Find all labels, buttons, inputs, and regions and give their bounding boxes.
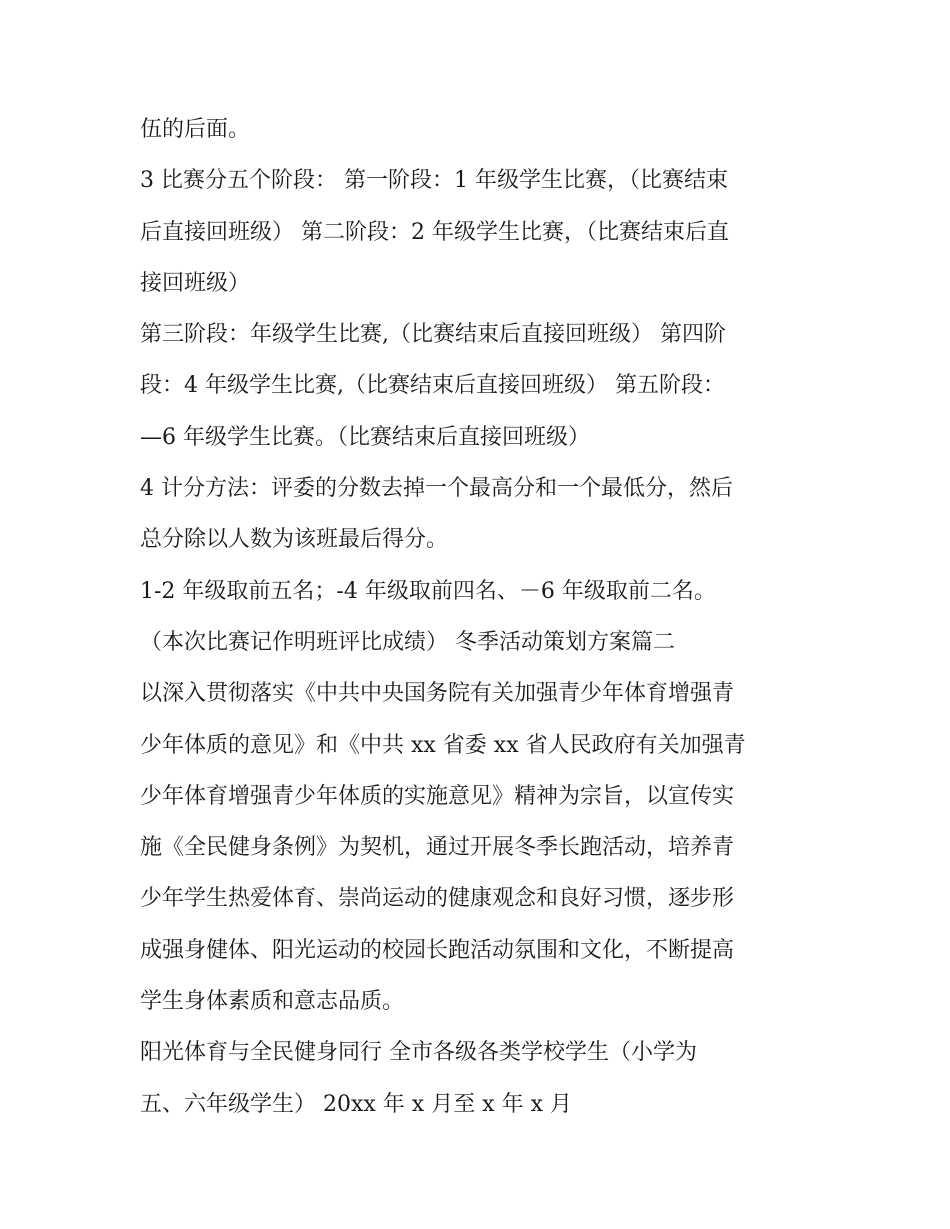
document-text [140,104,820,1130]
text-line: 4 计分方法：评委的分数去掉一个最高分和一个最低分，然后 [140,476,733,502]
text-line: 施《全民健身条例》为契机，通过开展冬季长跑活动，培养青 [140,835,735,861]
text-line: 总分除以人数为该班最后得分。 [140,527,449,553]
text-line: 学生身体素质和意志品质。 [140,989,405,1015]
text-line: 后直接回班级） 第二阶段：2 年级学生比赛，（比赛结束后直 [140,219,729,245]
text-line: 第三阶段：年级学生比赛,（比赛结束后直接回班级） 第四阶 [140,322,726,348]
text-line: （本次比赛记作明班评比成绩） 冬季活动策划方案篇二 [140,629,675,655]
text-line: 伍的后面。 [140,117,251,142]
text-line: 阳光体育与全民健身同行 全市各级各类学校学生（小学为 [140,1040,697,1066]
text-line: 接回班级） [140,270,251,296]
text-line: 段：4 年级学生比赛,（比赛结束后直接回班级） 第五阶段： [140,373,725,399]
text-line: —6 年级学生比赛。（比赛结束后直接回班级） [140,424,590,450]
text-line: 以深入贯彻落实《中共中央国务院有关加强青少年体育增强青 [140,681,735,707]
text-line: 3 比赛分五个阶段： 第一阶段：1 年级学生比赛，（比赛结束 [140,168,728,194]
text-line: 1-2 年级取前五名；-4 年级取前四名、－6 年级取前二名。 [140,578,716,604]
text-line: 少年体育增强青少年体质的实施意见》精神为宗旨，以宣传实 [140,783,735,809]
text-line: 少年体质的意见》和《中共 xx 省委 xx 省人民政府有关加强青 [140,732,746,758]
text-line: 少年学生热爱体育、崇尚运动的健康观念和良好习惯，逐步形 [140,886,735,912]
text-line: 五、六年级学生） 20xx 年 x 月至 x 年 x 月 [140,1091,572,1117]
text-line: 成强身健体、阳光运动的校园长跑活动氛围和文化，不断提高 [140,937,735,963]
